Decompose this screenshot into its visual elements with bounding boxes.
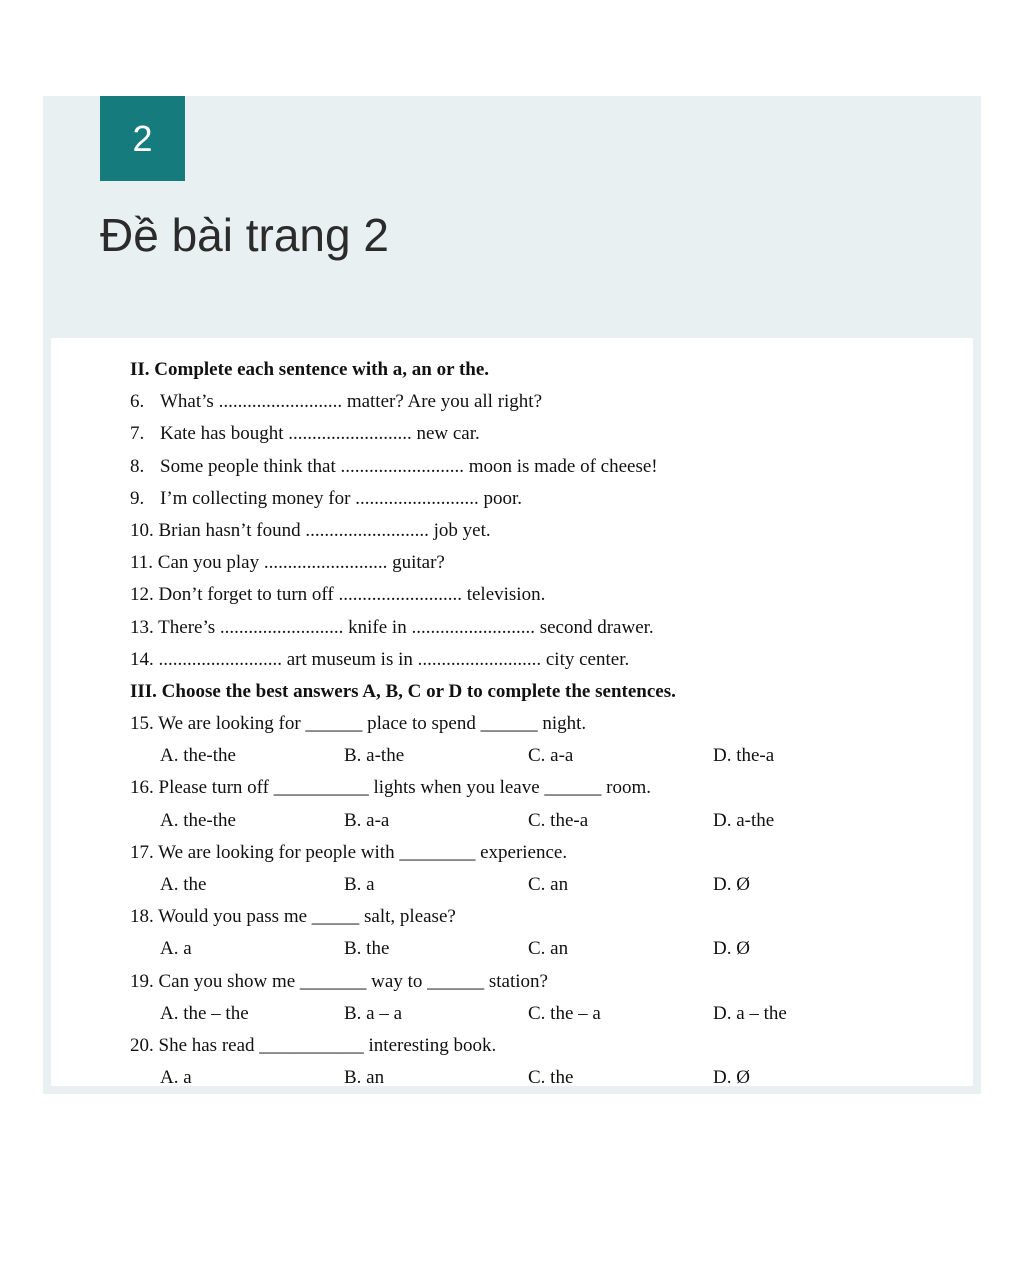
question-number: 7. [130, 423, 145, 445]
worksheet-image [51, 338, 973, 1089]
option-a: A. the-the [160, 745, 236, 767]
page-title: Đề bài trang 2 [100, 209, 389, 261]
question-6 [130, 390, 950, 422]
option-d: D. a – the [713, 1002, 787, 1024]
question-14: 14. .......................... art museum is in .......................... city center. [130, 648, 630, 670]
option-c: C. a-a [528, 745, 574, 767]
question-20: 20. She has read ___________ interesting book. [130, 1034, 497, 1056]
answer-options [130, 744, 950, 776]
question-text: What’s .......................... matter? Are you all right? [160, 391, 543, 413]
option-b: B. a-a [344, 809, 390, 831]
option-a: A. the – the [160, 1002, 249, 1024]
question-text: Some people think that .......................... moon is made of cheese! [160, 455, 658, 477]
option-a: A. a [160, 1067, 192, 1089]
question-16: 16. Please turn off __________ lights when you leave ______ room. [130, 777, 652, 799]
option-c: C. the – a [528, 1002, 601, 1024]
question-19: 19. Can you show me _______ way to ______ station? [130, 970, 548, 992]
answer-options [130, 1066, 950, 1098]
section-3-heading: III. Choose the best answers A, B, C or D to complete the sentences. [130, 680, 676, 702]
worksheet-content [130, 358, 950, 1098]
question-11: 11. Can you play .......................... guitar? [130, 552, 445, 574]
question-18: 18. Would you pass me _____ salt, please? [130, 906, 456, 928]
option-b: B. a – a [344, 1002, 403, 1024]
question-9 [130, 487, 950, 519]
option-c: C. the [528, 1067, 574, 1089]
question-13: 13. There’s .......................... knife in .......................... second drawer. [130, 616, 654, 638]
section-2-heading: II. Complete each sentence with a, an or the. [130, 359, 490, 380]
option-b: B. the [344, 938, 390, 960]
option-a: A. the-the [160, 809, 236, 831]
option-c: C. the-a [528, 809, 589, 831]
option-b: B. a [344, 874, 375, 895]
question-17: 17. We are looking for people with ________ experience. [130, 841, 568, 863]
question-text: Kate has bought .......................... new car. [160, 423, 480, 445]
option-c: C. an [528, 874, 569, 895]
question-8 [130, 455, 950, 487]
answer-options [130, 873, 950, 905]
option-d: D. Ø [713, 874, 750, 895]
option-d: D. Ø [713, 1067, 750, 1089]
option-c: C. an [528, 938, 569, 960]
option-d: D. the-a [713, 745, 775, 767]
question-12: 12. Don’t forget to turn off .......................... television. [130, 584, 546, 606]
question-text: I’m collecting money for .......................... poor. [160, 487, 522, 509]
answer-options [130, 1002, 950, 1034]
answer-options [130, 937, 950, 969]
question-number: 9. [130, 487, 145, 509]
question-number: 6. [130, 391, 145, 413]
option-d: D. a-the [713, 809, 775, 831]
option-b: B. a-the [344, 745, 405, 767]
question-15: 15. We are looking for ______ place to spend ______ night. [130, 713, 587, 735]
exercise-card [43, 96, 981, 1094]
option-d: D. Ø [713, 938, 750, 960]
option-a: A. a [160, 938, 192, 960]
page-number-badge: 2 [100, 96, 185, 181]
question-10: 10. Brian hasn’t found .......................... job yet. [130, 519, 491, 541]
question-number: 8. [130, 455, 145, 477]
answer-options [130, 809, 950, 841]
question-7 [130, 422, 950, 454]
option-b: B. an [344, 1067, 385, 1089]
option-a: A. the [160, 874, 207, 895]
